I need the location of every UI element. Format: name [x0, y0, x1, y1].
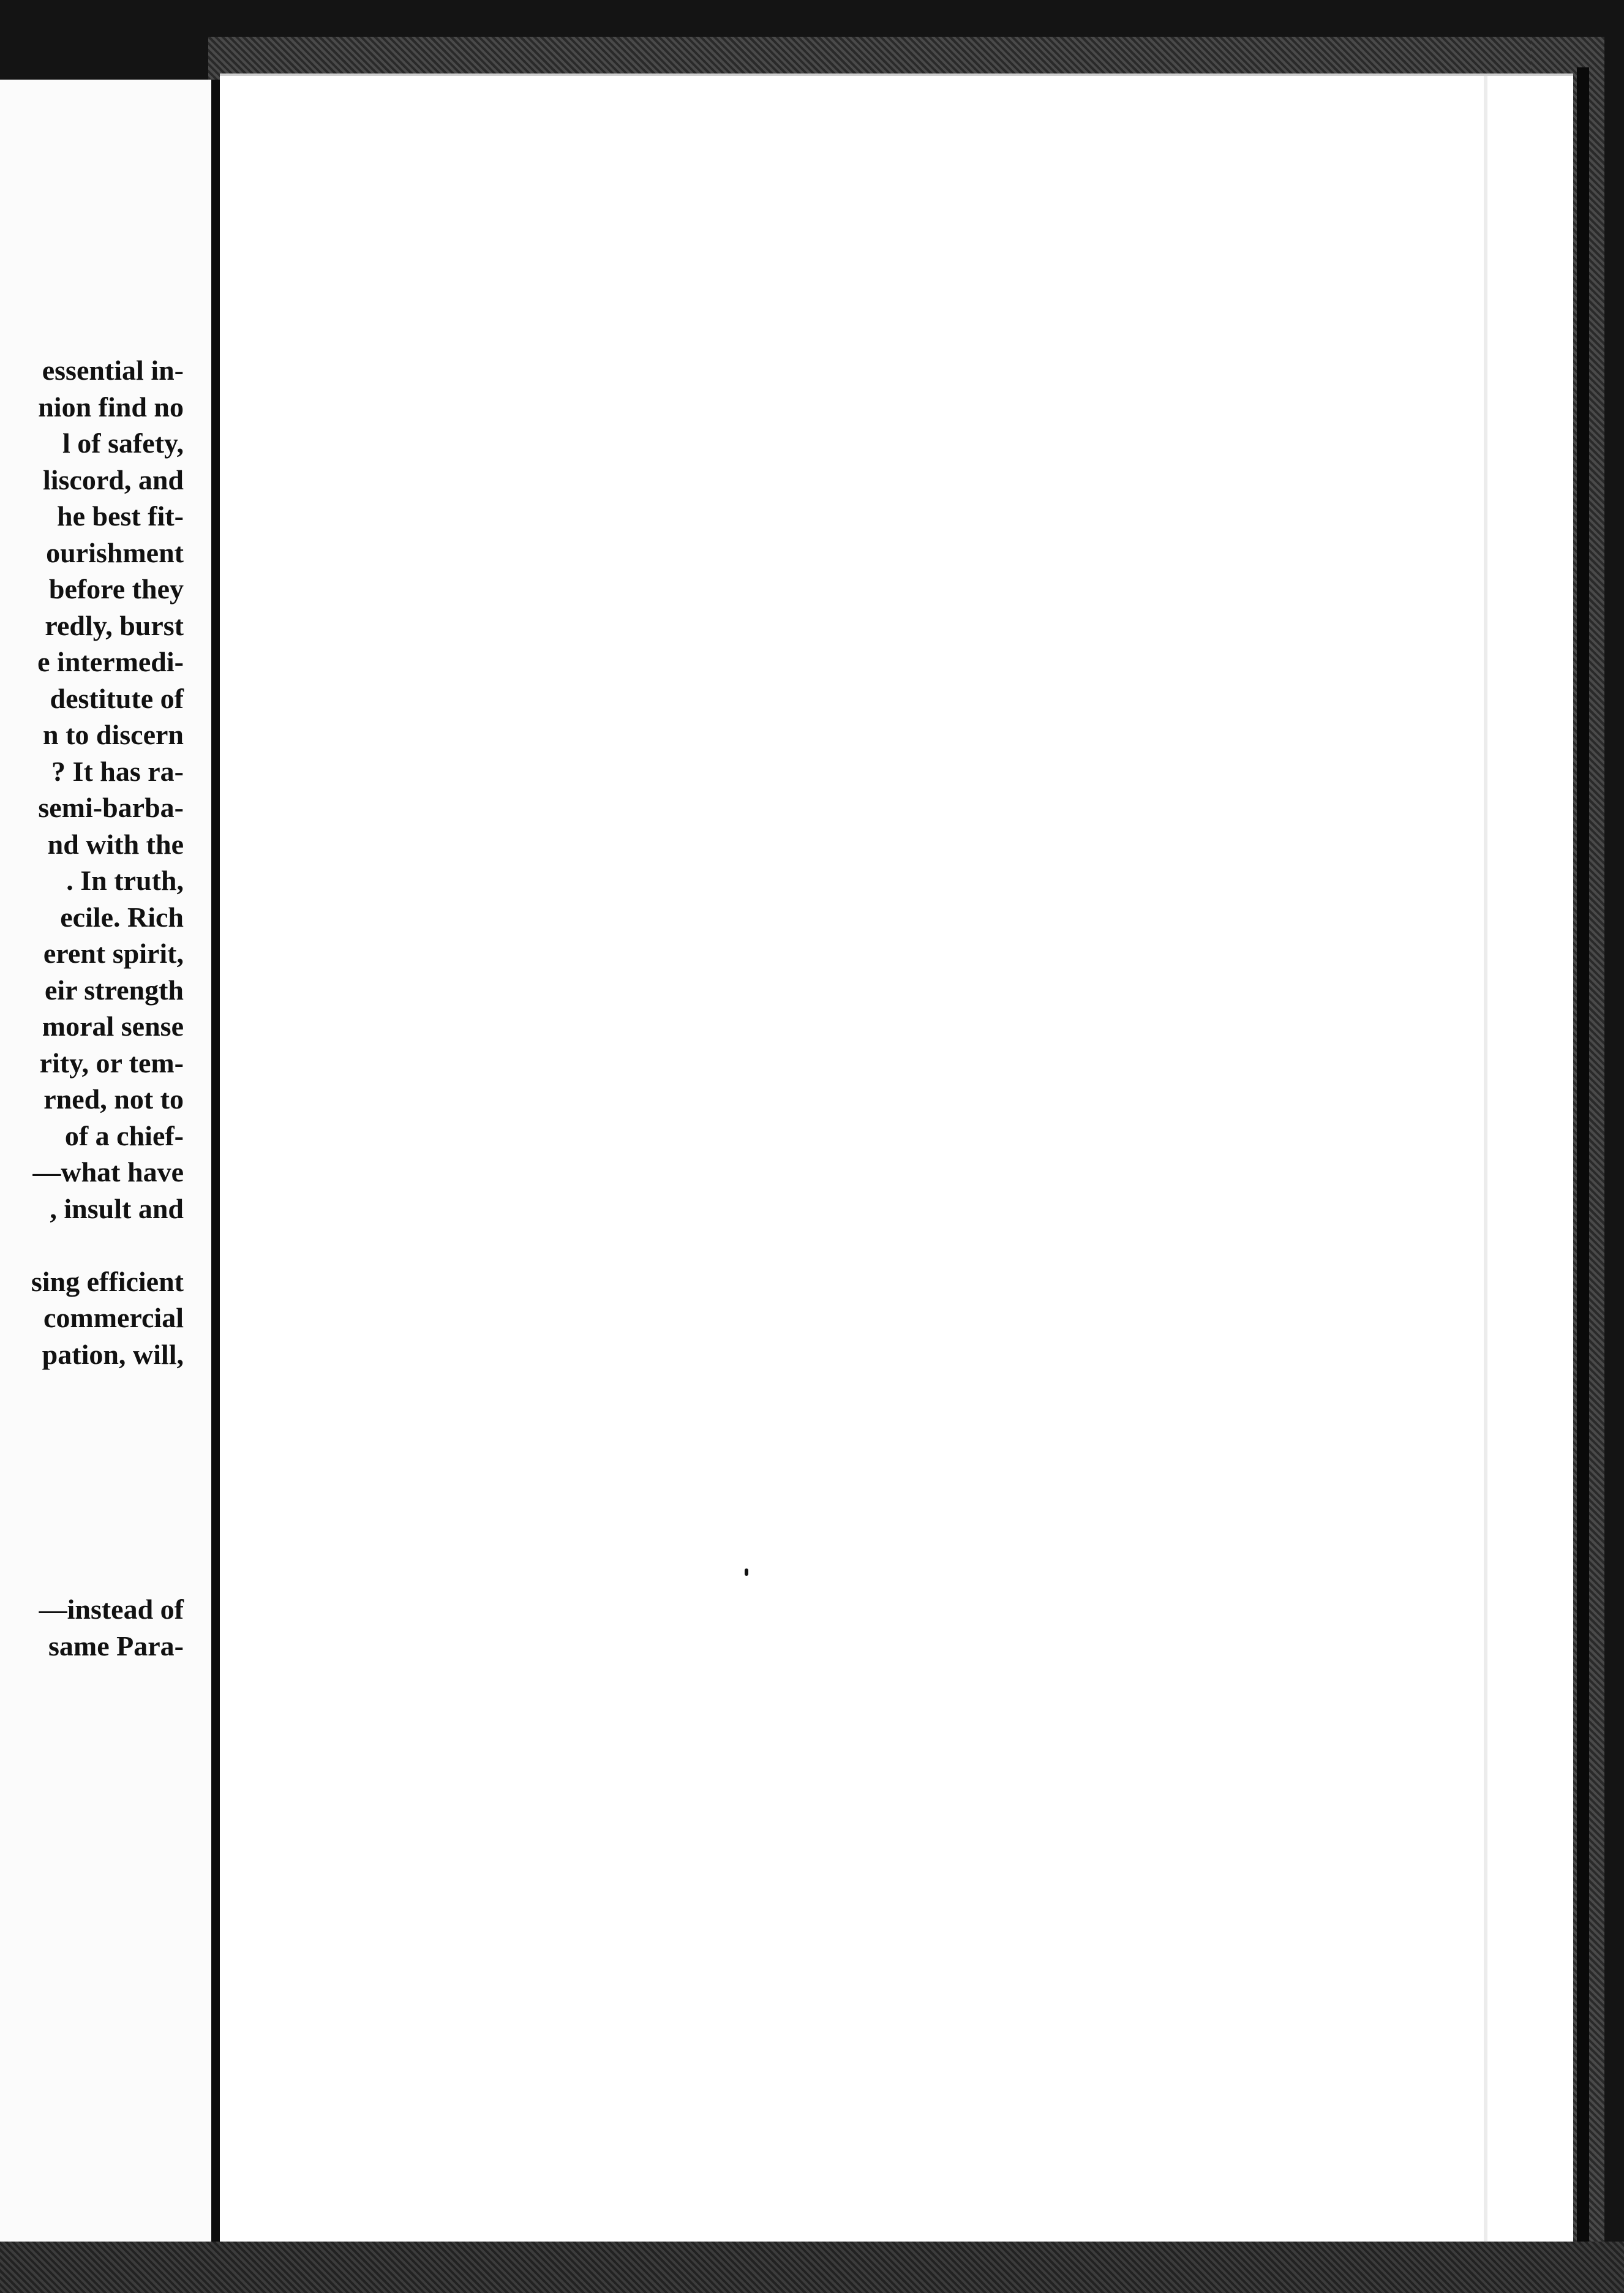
text-line: ecile. Rich [60, 901, 184, 933]
left-page [0, 80, 211, 2242]
text-line: liscord, and [42, 464, 184, 495]
text-line: commercial [43, 1302, 184, 1333]
ink-speck [745, 1568, 748, 1576]
text-line: . In truth, [66, 865, 184, 896]
text-line: ourishment [46, 537, 184, 568]
page-gutter [211, 80, 220, 2242]
text-line: destitute of [50, 682, 184, 714]
text-line: n to discern [43, 719, 184, 750]
text-line: semi-barba- [38, 792, 184, 823]
text-line: same Para- [48, 1630, 184, 1662]
text-line: e intermedi- [37, 646, 184, 677]
text-line: ? It has ra- [51, 755, 184, 787]
text-line: , insult and [50, 1192, 184, 1224]
text-line: he best fit- [57, 500, 184, 532]
text-line: redly, burst [45, 609, 184, 641]
text-line: —what have [32, 1156, 184, 1188]
text-line: nd with the [47, 828, 184, 860]
text-line: erent spirit, [43, 938, 184, 969]
right-blank-page [220, 73, 1573, 2244]
text-line: moral sense [42, 1011, 184, 1042]
page-edge-shadow [1484, 76, 1487, 2244]
text-line: of a chief- [64, 1120, 184, 1151]
text-line: rity, or tem- [39, 1047, 184, 1079]
text-line: l of safety, [62, 427, 184, 459]
text-line: —instead of [39, 1594, 184, 1625]
book-cover-bottom-edge [0, 2242, 1624, 2293]
text-line: before they [48, 573, 184, 604]
text-line: sing efficient [31, 1265, 184, 1297]
text-line: pation, will, [42, 1338, 184, 1370]
text-line: rned, not to [43, 1083, 184, 1115]
text-line: nion find no [38, 391, 184, 423]
left-page-text [0, 352, 184, 1664]
text-line: essential in- [42, 355, 184, 386]
book-cover-inner-edge [1577, 67, 1589, 2248]
text-line: eir strength [45, 974, 184, 1006]
